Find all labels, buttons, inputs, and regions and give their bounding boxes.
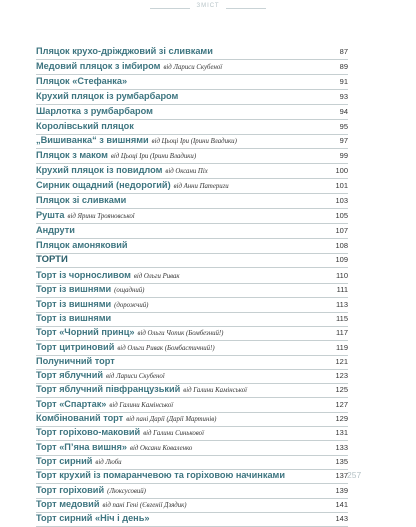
entry-page: 89 — [339, 61, 348, 71]
entry-title: Пляцок крухо-дріжджовий зі сливками — [36, 46, 213, 56]
entry-title: „Вишиванка“ з вишнями — [36, 135, 149, 146]
entry-page: 95 — [339, 121, 348, 131]
entry-page: 97 — [339, 136, 348, 146]
toc-entry[interactable] — [36, 326, 348, 341]
entry-title: Пляцок зі сливками — [36, 195, 127, 205]
entry-title: Пляцок амоняковий — [36, 239, 128, 250]
entry-page: 139 — [335, 485, 348, 495]
entry-title: Торт яблучний — [36, 370, 103, 381]
entry-title: Комбінований торт — [36, 413, 124, 423]
entry-title: Крухий пляцок із румбарбаром — [36, 90, 179, 101]
entry-author: від пані Гені (Євгенії Дзядик) — [102, 501, 187, 509]
toc-entry[interactable] — [36, 441, 348, 456]
entry-author: (ощадний) — [114, 287, 145, 295]
entry-author: від Ярини Трояновської — [67, 212, 135, 220]
entry-page: 91 — [339, 76, 348, 86]
toc-entry[interactable] — [36, 134, 348, 149]
entry-page: 117 — [336, 328, 348, 338]
entry-title: Рушта — [36, 209, 65, 220]
entry-page: 100 — [335, 166, 348, 176]
toc-entry[interactable] — [36, 426, 348, 441]
toc-entry[interactable] — [36, 369, 348, 384]
entry-page: 107 — [335, 225, 348, 235]
entry-page: 101 — [335, 181, 348, 191]
entry-title: Торт медовий — [36, 498, 100, 509]
entry-author: від Цьоці Іри (Ірини Владики) — [151, 138, 237, 146]
toc-entry[interactable] — [36, 455, 348, 470]
entry-author: від Анни Патериги — [173, 183, 229, 191]
entry-title: Сирник ощадний (недорогий) — [36, 180, 171, 191]
entry-page: 87 — [339, 47, 348, 56]
entry-title: Крухий пляцок із повидлом — [36, 165, 163, 176]
entry-title: Королівський пляцок — [36, 120, 134, 131]
entry-page: 143 — [335, 514, 348, 524]
entry-author: від Галини Камінської — [109, 401, 174, 409]
entry-page: 113 — [336, 299, 348, 309]
toc-entry[interactable] — [36, 45, 348, 60]
toc-entry[interactable] — [36, 498, 348, 513]
entry-author: від Цьоці Іри (Ірини Владики) — [110, 153, 197, 161]
entry-title: Торт «Чорний принц» — [36, 327, 135, 338]
toc-entry[interactable] — [36, 312, 348, 327]
entry-author: (Люксусовий) — [107, 487, 146, 495]
entry-title: Торт із вишнями — [36, 284, 112, 295]
entry-page: 110 — [336, 271, 348, 280]
toc-entry[interactable] — [36, 298, 348, 313]
entry-page: 119 — [336, 342, 348, 352]
entry-author: від Люби — [95, 458, 122, 466]
entry-title: Торт «П’яна вишня» — [36, 441, 127, 452]
toc-entry[interactable] — [36, 512, 348, 527]
toc-entry[interactable] — [36, 398, 348, 413]
entry-page: 125 — [335, 385, 348, 395]
toc-entry[interactable] — [36, 239, 348, 254]
toc-entry[interactable] — [36, 383, 348, 398]
section-title: ТОРТИ — [36, 254, 68, 265]
toc-entry[interactable] — [36, 194, 348, 209]
toc-entry[interactable] — [36, 179, 348, 194]
entry-title: Андрути — [36, 224, 75, 235]
toc-entry[interactable] — [36, 269, 348, 284]
entry-title: Торт із вишнями — [36, 312, 112, 323]
entry-page: 127 — [335, 399, 348, 409]
toc-entry[interactable] — [36, 224, 348, 239]
entry-title: Торт із вишнями — [36, 298, 112, 309]
toc-entry[interactable] — [36, 60, 348, 75]
entry-author: від Ольги Ривак — [133, 273, 180, 280]
entry-page: 133 — [335, 442, 348, 452]
entry-title: Медовий пляцок з імбиром — [36, 60, 161, 71]
header-label: ЗМІСТ — [196, 3, 220, 9]
entry-page: 93 — [339, 91, 348, 101]
entry-author: від Ольги Чопик (Бомбезний!) — [137, 330, 224, 338]
header-rule-right — [226, 8, 266, 9]
entry-page: 99 — [339, 151, 348, 161]
toc-entry[interactable] — [36, 149, 348, 164]
toc-entry[interactable] — [36, 164, 348, 179]
entry-title: Торт «Спартак» — [36, 398, 107, 409]
entry-page: 141 — [335, 499, 348, 509]
entry-author: від Галини Синькової — [143, 430, 204, 438]
toc-entry[interactable] — [36, 105, 348, 120]
entry-author: від Лариси Скубеної — [163, 63, 223, 71]
entry-author: від Оксани Коваленко — [130, 444, 193, 452]
entry-title: Торт із чорносливом — [36, 270, 131, 280]
entry-title: Торт сирний — [36, 455, 93, 466]
header-rule-left — [150, 8, 190, 9]
entry-author: від Оксани Піх — [165, 168, 208, 176]
toc-entry[interactable] — [36, 341, 348, 356]
entry-page: 103 — [335, 196, 348, 205]
entry-title: Торт яблучний півфранцузький — [36, 384, 181, 395]
entry-page: 108 — [335, 240, 348, 250]
toc-entry[interactable] — [36, 75, 348, 90]
entry-page: 121 — [335, 356, 348, 366]
entry-page: 129 — [335, 414, 348, 423]
entry-author: від Лариси Скубеної — [106, 373, 165, 381]
section-page: 109 — [335, 255, 348, 264]
entry-title: Торт горіховий — [36, 484, 105, 495]
entry-title: Полуничний торт — [36, 355, 115, 366]
entry-title: Пляцок з маком — [36, 150, 108, 161]
toc-entry[interactable] — [36, 355, 348, 370]
entry-title: Торт горіхово-маковий — [36, 427, 141, 438]
entry-page: 94 — [339, 106, 348, 116]
entry-page: 105 — [335, 210, 348, 220]
entry-title: Шарлотка з румбарбаром — [36, 105, 153, 116]
entry-author: від пані Дарії (Дарії Мартинів) — [126, 416, 217, 423]
toc-entry[interactable] — [36, 120, 348, 135]
entry-page: 131 — [335, 428, 348, 438]
entry-title: Торт крухий із помаранчевою та горіховою начинками — [36, 470, 285, 481]
section-heading-row[interactable] — [36, 253, 348, 268]
entry-author: від Галини Камінської — [183, 387, 247, 395]
toc-entry[interactable] — [36, 412, 348, 427]
entry-page: 135 — [335, 456, 348, 466]
entry-page: 115 — [336, 313, 348, 323]
entry-author: від Ольги Ривак (Бомбастичний!) — [117, 344, 215, 352]
toc-entry[interactable] — [36, 283, 348, 298]
toc-entry[interactable] — [36, 484, 348, 499]
entry-title: Торт цитриновий — [36, 341, 115, 352]
page-number: 257 — [347, 470, 362, 480]
entry-author: (дорожчий) — [114, 301, 149, 309]
entry-page: 123 — [335, 371, 348, 381]
entry-page: 111 — [336, 285, 348, 295]
toc-entry[interactable] — [36, 209, 348, 224]
toc-entry[interactable] — [36, 469, 348, 484]
toc-entry[interactable] — [36, 90, 348, 105]
entry-title: Торт сирний «Ніч і день» — [36, 513, 150, 524]
entry-title: Пляцок «Стефанка» — [36, 75, 128, 86]
entry-page: 137 — [335, 471, 348, 481]
